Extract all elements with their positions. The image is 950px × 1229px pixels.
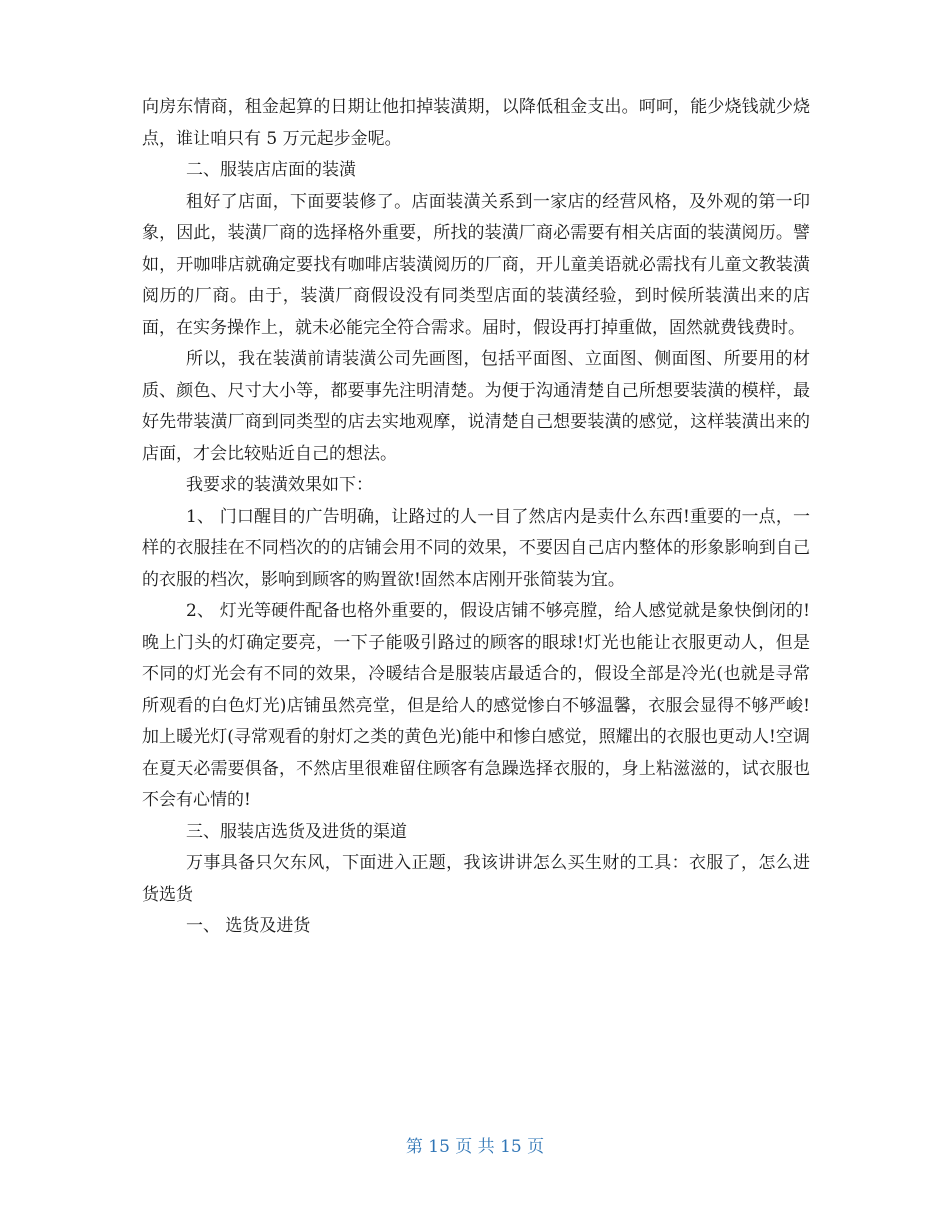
section-heading-decoration: 二、服装店店面的装潢 [186,160,356,180]
paragraph-sourcing-intro: 万事具备只欠东风，下面进入正题，我该讲讲怎么买生财的工具：衣服了，怎么进货选货 [142,853,810,905]
paragraph-decoration-contractor: 租好了店面，下面要装修了。店面装潢关系到一家店的经营风格，及外观的第一印象，因此，装潢厂商的选择格外重要，所找的装潢厂商必需要有相关店面的装潢阅历。譬如，开咖啡店就确定要找有咖啡店装潢阅历的厂商，开儿童美语就必需找有儿童文教装潢阅历的厂商。由于，装潢厂商假设没有同类型店面的装潢经验，到时候所装潢出来的店面，在实务操作上，就未必能完全符合需求。届时，假设再打掉重做，固然就费钱费时。 [142,191,810,338]
list-item-lighting: 2、 灯光等硬件配备也格外重要的，假设店铺不够亮膛，给人感觉就是象快倒闭的!晚上门头的灯确定要亮，一下子能吸引路过的顾客的眼球!灯光也能让衣服更动人，但是不同的灯光会有不同的效果，冷暖结合是服装店最适合的，假设全部是冷光(也就是寻常所观看的白色灯光)店铺虽然亮堂，但是给人的感觉惨白不够温馨，衣服会显得不够严峻!加上暖光灯(寻常观看的射灯之类的黄色光)能中和惨白感觉，照耀出的衣服也更动人!空调在夏天必需要俱备，不然店里很难留住顾客有急躁选择衣服的，身上粘滋滋的，试衣服也不会有心情的! [142,601,810,810]
paragraph-rent-negotiation: 向房东情商，租金起算的日期让他扣掉装潢期，以降低租金支出。呵呵，能少烧钱就少烧点，谁让咱只有 5 万元起步金呢。 [142,97,810,149]
subheading-selection: 一、 选货及进货 [186,916,311,936]
paragraph-decoration-plan: 所以，我在装潢前请装潢公司先画图，包括平面图、立面图、侧面图、所要用的材质、颜色、尺寸大小等，都要事先注明清楚。为便于沟通清楚自己所想要装潢的模样，最好先带装潢厂商到同类型的店去实地观摩，说清楚自己想要装潢的感觉，这样装潢出来的店面，才会比较贴近自己的想法。 [142,349,810,464]
document-body [142,92,810,943]
page-number-footer: 第 15 页 共 15 页 [405,1137,545,1157]
paragraph-decoration-requirements: 我要求的装潢效果如下： [186,475,373,495]
section-heading-sourcing: 三、服装店选货及进货的渠道 [186,821,407,842]
list-item-signage: 1、 门口醒目的广告明确，让路过的人一目了然店内是卖什么东西!重要的一点，一样的衣服挂在不同档次的的店铺会用不同的效果，不要因自己店内整体的形象影响到自己的衣服的档次，影响到顾客的购置欲!固然本店刚开张简装为宜。 [142,506,810,590]
